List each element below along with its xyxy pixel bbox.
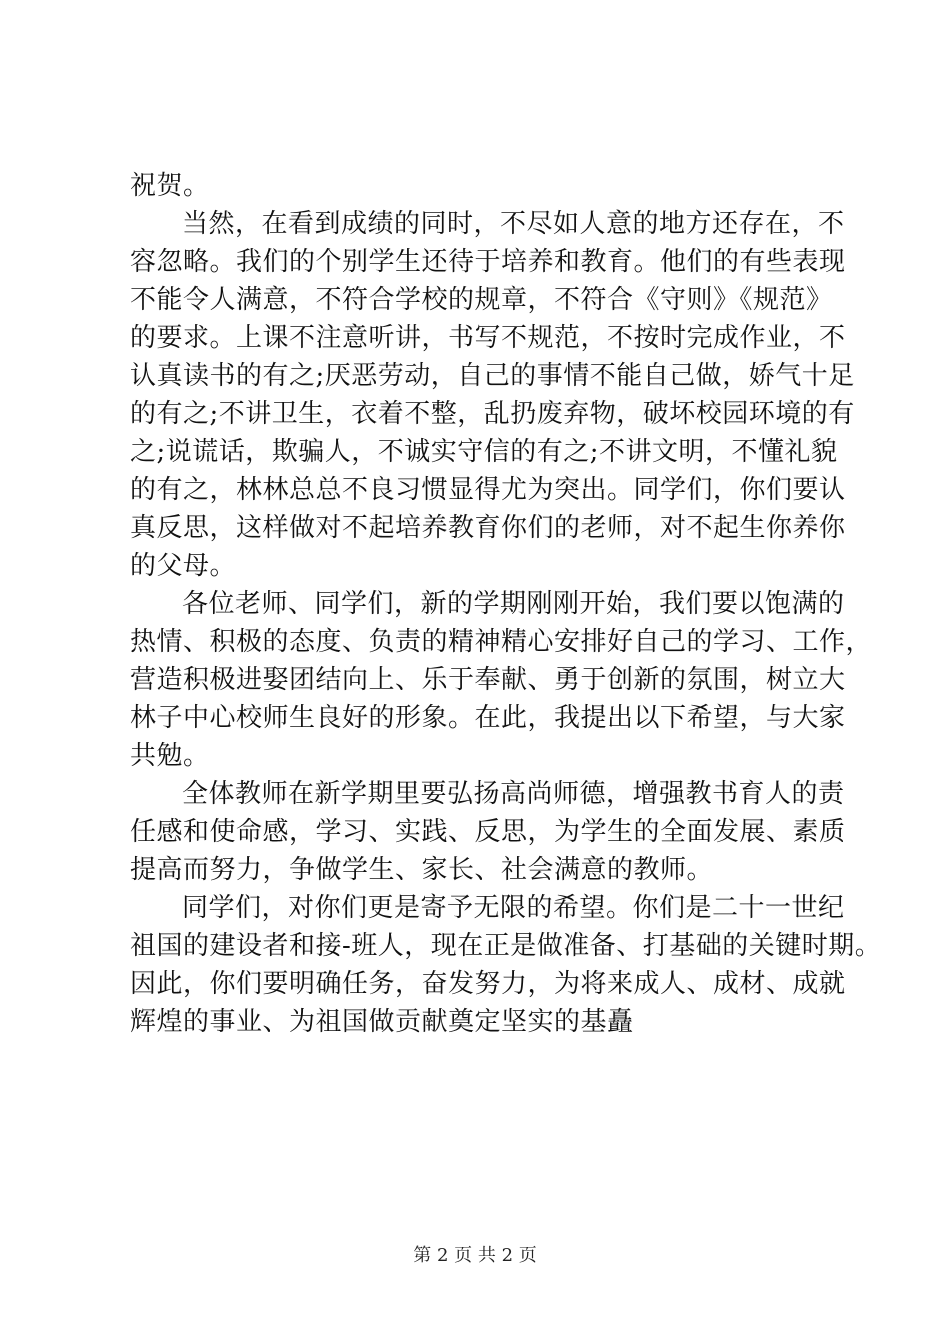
- text-line: 真反思，这样做对不起培养教育你们的老师，对不起生你养你: [130, 513, 846, 543]
- paragraph-first-line: 全体教师在新学期里要弘扬高尚师德，增强教书育人的责: [182, 779, 845, 809]
- text-line: 林子中心校师生良好的形象。在此，我提出以下希望，与大家: [130, 703, 846, 733]
- text-line: 认真读书的有之;厌恶劳动，自己的事情不能自己做，娇气十足: [130, 361, 855, 391]
- text-line: 因此，你们要明确任务，奋发努力，为将来成人、成材、成就: [130, 969, 846, 999]
- text-line: 的父母。: [130, 551, 237, 581]
- text-line: 祝贺。: [130, 171, 210, 201]
- page-number-footer: 第 2 页 共 2 页: [413, 1245, 537, 1266]
- text-line: 之;说谎话，欺骗人，不诚实守信的有之;不讲文明，不懂礼貌: [130, 437, 838, 467]
- text-line: 共勉。: [130, 741, 210, 771]
- text-line: 营造积极进娶团结向上、乐于奉献、勇于创新的氛围，树立大: [130, 665, 846, 695]
- text-line: 辉煌的事业、为祖国做贡献奠定坚实的基矗: [130, 1007, 634, 1037]
- text-line: 提高而努力，争做学生、家长、社会满意的教师。: [130, 855, 714, 885]
- document-body: [130, 167, 882, 1041]
- text-line: 祖国的建设者和接-班人，现在正是做准备、打基础的关键时期。: [130, 931, 882, 961]
- text-line: 的有之，林林总总不良习惯显得尤为突出。同学们，你们要认: [130, 475, 846, 505]
- text-line: 的有之;不讲卫生，衣着不整，乱扔废弃物，破坏校园环境的有: [130, 399, 855, 429]
- text-line: 热情、积极的态度、负责的精神精心安排好自己的学习、工作，: [130, 627, 873, 657]
- text-line: 任感和使命感，学习、实践、反思，为学生的全面发展、素质: [130, 817, 846, 847]
- paragraph-first-line: 各位老师、同学们，新的学期刚刚开始，我们要以饱满的: [182, 589, 845, 619]
- text-line: 容忽略。我们的个别学生还待于培养和教育。他们的有些表现: [130, 247, 846, 277]
- text-line: 不能令人满意，不符合学校的规章，不符合《守则》《规范》: [130, 285, 833, 315]
- paragraph-first-line: 当然，在看到成绩的同时，不尽如人意的地方还存在，不: [182, 209, 845, 239]
- paragraph-first-line: 同学们，对你们更是寄予无限的希望。你们是二十一世纪: [182, 893, 845, 923]
- text-line: 的要求。上课不注意听讲，书写不规范，不按时完成作业，不: [130, 323, 846, 353]
